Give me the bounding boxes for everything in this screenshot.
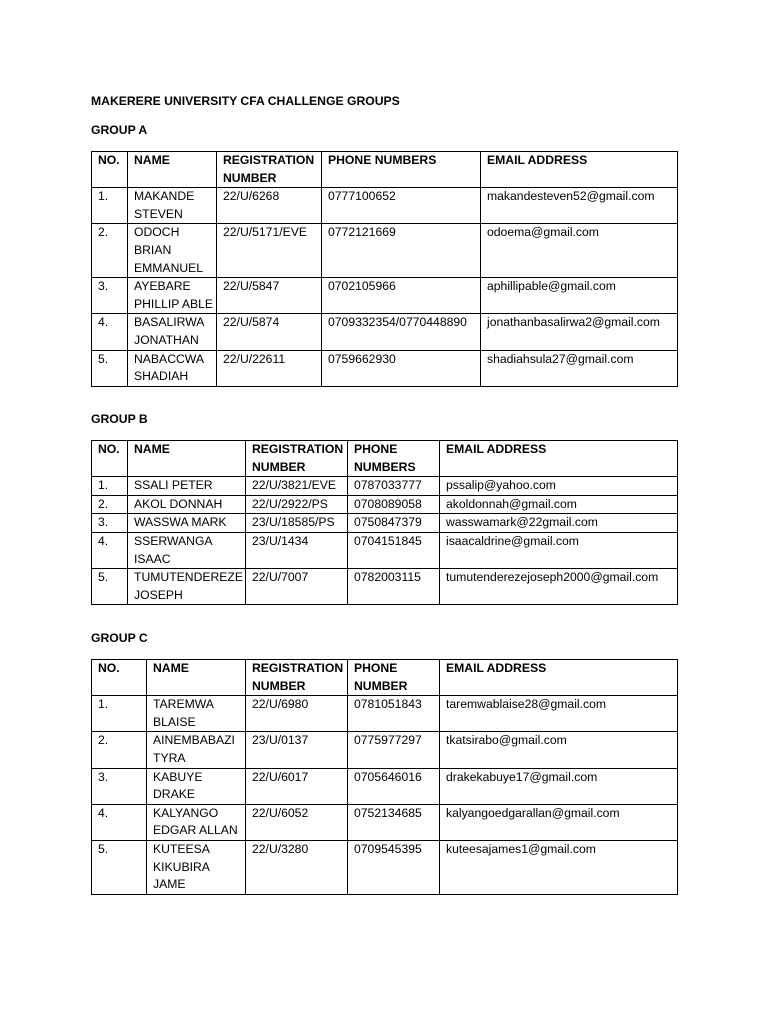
group-c-table [91, 659, 678, 895]
cell-phone: 0775977297 [348, 732, 440, 768]
table-row [92, 477, 678, 496]
cell-registration: 22/U/7007 [246, 569, 348, 605]
cell-registration: 23/U/0137 [246, 732, 348, 768]
cell-email: tumutenderezejoseph2000@gmail.com [440, 569, 678, 605]
cell-name: SSALI PETER [128, 477, 246, 496]
cell-registration: 22/U/6017 [246, 768, 348, 804]
cell-phone: 0709545395 [348, 840, 440, 894]
cell-no: 5. [92, 569, 128, 605]
cell-email: akoldonnah@gmail.com [440, 495, 678, 514]
cell-name: AYEBARE PHILLIP ABLE [128, 278, 217, 314]
cell-phone: 0772121669 [322, 224, 481, 278]
cell-name: NABACCWA SHADIAH [128, 350, 217, 386]
cell-name: WASSWA MARK [128, 514, 246, 533]
cell-name: KUTEESA KIKUBIRA JAME [147, 840, 246, 894]
cell-name: AINEMBABAZI TYRA [147, 732, 246, 768]
cell-phone: 0777100652 [322, 188, 481, 224]
cell-name: KABUYE DRAKE [147, 768, 246, 804]
header-no: NO. [92, 152, 128, 188]
header-phone: PHONE NUMBERS [348, 441, 440, 477]
cell-registration: 23/U/18585/PS [246, 514, 348, 533]
table-row [92, 278, 678, 314]
cell-email: makandesteven52@gmail.com [481, 188, 678, 224]
header-email: EMAIL ADDRESS [481, 152, 678, 188]
cell-registration: 22/U/3821/EVE [246, 477, 348, 496]
cell-phone: 0705646016 [348, 768, 440, 804]
cell-registration: 22/U/6980 [246, 696, 348, 732]
table-row [92, 732, 678, 768]
table-row [92, 314, 678, 350]
cell-email: tkatsirabo@gmail.com [440, 732, 678, 768]
document-title: MAKERERE UNIVERSITY CFA CHALLENGE GROUPS [91, 94, 400, 108]
cell-no: 1. [92, 696, 147, 732]
cell-no: 5. [92, 350, 128, 386]
table-row [92, 804, 678, 840]
cell-registration: 22/U/5847 [217, 278, 322, 314]
table-row [92, 188, 678, 224]
group-b-table [91, 440, 678, 605]
table-header-row [92, 152, 678, 188]
cell-name: TUMUTENDEREZE JOSEPH [128, 569, 246, 605]
cell-email: taremwablaise28@gmail.com [440, 696, 678, 732]
table-row [92, 532, 678, 568]
header-registration: REGISTRATION NUMBER [217, 152, 322, 188]
cell-no: 4. [92, 532, 128, 568]
header-email: EMAIL ADDRESS [440, 441, 678, 477]
header-registration: REGISTRATION NUMBER [246, 441, 348, 477]
group-a-table [91, 151, 678, 387]
cell-phone: 0787033777 [348, 477, 440, 496]
header-no: NO. [92, 660, 147, 696]
cell-name: BASALIRWA JONATHAN [128, 314, 217, 350]
cell-registration: 22/U/22611 [217, 350, 322, 386]
cell-phone: 0750847379 [348, 514, 440, 533]
table-row [92, 696, 678, 732]
table-header-row [92, 660, 678, 696]
cell-no: 4. [92, 804, 147, 840]
cell-registration: 23/U/1434 [246, 532, 348, 568]
cell-name: ODOCH BRIAN EMMANUEL [128, 224, 217, 278]
cell-phone: 0781051843 [348, 696, 440, 732]
cell-name: SSERWANGA ISAAC [128, 532, 246, 568]
table-row [92, 224, 678, 278]
cell-email: kalyangoedgarallan@gmail.com [440, 804, 678, 840]
table-row [92, 569, 678, 605]
header-name: NAME [128, 152, 217, 188]
cell-registration: 22/U/3280 [246, 840, 348, 894]
header-no: NO. [92, 441, 128, 477]
cell-registration: 22/U/6052 [246, 804, 348, 840]
cell-no: 3. [92, 514, 128, 533]
header-registration: REGISTRATION NUMBER [246, 660, 348, 696]
cell-name: AKOL DONNAH [128, 495, 246, 514]
cell-email: drakekabuye17@gmail.com [440, 768, 678, 804]
cell-email: aphillipable@gmail.com [481, 278, 678, 314]
cell-phone: 0759662930 [322, 350, 481, 386]
cell-email: shadiahsula27@gmail.com [481, 350, 678, 386]
cell-no: 2. [92, 495, 128, 514]
header-email: EMAIL ADDRESS [440, 660, 678, 696]
table-header-row [92, 441, 678, 477]
cell-phone: 0704151845 [348, 532, 440, 568]
table-row [92, 840, 678, 894]
cell-no: 3. [92, 768, 147, 804]
cell-registration: 22/U/2922/PS [246, 495, 348, 514]
cell-registration: 22/U/6268 [217, 188, 322, 224]
cell-phone: 0782003115 [348, 569, 440, 605]
table-row [92, 768, 678, 804]
cell-no: 1. [92, 477, 128, 496]
header-name: NAME [147, 660, 246, 696]
cell-phone: 0752134685 [348, 804, 440, 840]
cell-name: KALYANGO EDGAR ALLAN [147, 804, 246, 840]
cell-no: 4. [92, 314, 128, 350]
cell-email: kuteesajames1@gmail.com [440, 840, 678, 894]
cell-no: 5. [92, 840, 147, 894]
cell-email: isaacaldrine@gmail.com [440, 532, 678, 568]
header-name: NAME [128, 441, 246, 477]
cell-email: odoema@gmail.com [481, 224, 678, 278]
table-row [92, 495, 678, 514]
group-b-title: GROUP B [91, 412, 148, 426]
group-a-title: GROUP A [91, 123, 148, 137]
header-phone: PHONE NUMBERS [322, 152, 481, 188]
cell-no: 2. [92, 732, 147, 768]
cell-phone: 0709332354/0770448890 [322, 314, 481, 350]
header-phone: PHONE NUMBER [348, 660, 440, 696]
cell-registration: 22/U/5171/EVE [217, 224, 322, 278]
cell-registration: 22/U/5874 [217, 314, 322, 350]
cell-name: TAREMWA BLAISE [147, 696, 246, 732]
group-c-title: GROUP C [91, 631, 148, 645]
cell-no: 1. [92, 188, 128, 224]
cell-email: jonathanbasalirwa2@gmail.com [481, 314, 678, 350]
table-row [92, 350, 678, 386]
cell-phone: 0702105966 [322, 278, 481, 314]
cell-phone: 0708089058 [348, 495, 440, 514]
cell-email: pssalip@yahoo.com [440, 477, 678, 496]
table-row [92, 514, 678, 533]
cell-name: MAKANDE STEVEN [128, 188, 217, 224]
cell-no: 2. [92, 224, 128, 278]
cell-email: wasswamark@22gmail.com [440, 514, 678, 533]
cell-no: 3. [92, 278, 128, 314]
